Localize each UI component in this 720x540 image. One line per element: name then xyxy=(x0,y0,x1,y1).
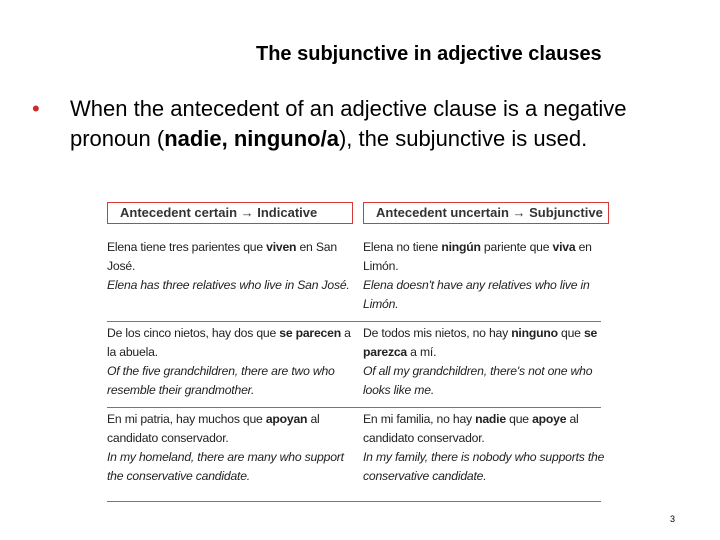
header-subjunctive: Antecedent uncertain → Subjunctive xyxy=(363,202,609,224)
spanish-example: De todos mis nietos, no hay ninguno que se parezca a mí. xyxy=(363,326,598,359)
bullet-text-part1: When the antecedent of an adjective clause is a negative pronoun ( xyxy=(70,96,627,151)
table-cell xyxy=(363,410,609,486)
row-divider xyxy=(107,407,601,408)
row-divider xyxy=(107,321,601,322)
column-indicative xyxy=(107,202,353,224)
english-translation: Elena doesn't have any relatives who live in Limón. xyxy=(363,278,590,311)
bullet-text-part2: ), the subjunctive is used. xyxy=(338,126,588,151)
table-cell xyxy=(107,238,353,295)
table-cell xyxy=(107,410,353,486)
table-cell xyxy=(363,324,609,400)
spanish-example: En mi patria, hay muchos que apoyan al candidato conservador. xyxy=(107,412,320,445)
table-bottom-rule xyxy=(107,501,601,502)
english-translation: Of all my grandchildren, there's not one who looks like me. xyxy=(363,364,593,397)
english-translation: Elena has three relatives who live in San José. xyxy=(107,278,350,292)
english-translation: In my family, there is nobody who supports the conservative candidate. xyxy=(363,450,605,483)
english-translation: In my homeland, there are many who support the conservative candidate. xyxy=(107,450,344,483)
spanish-example: Elena no tiene ningún pariente que viva en Limón. xyxy=(363,240,592,273)
header-indicative: Antecedent certain → Indicative xyxy=(107,202,353,224)
table-cell xyxy=(107,324,353,400)
bullet-text-bold: nadie, ninguno/a xyxy=(164,126,339,151)
slide-title: The subjunctive in adjective clauses xyxy=(256,43,602,65)
bullet-icon: • xyxy=(32,96,40,121)
spanish-example: De los cinco nietos, hay dos que se parecen a la abuela. xyxy=(107,326,351,359)
spanish-example: Elena tiene tres parientes que viven en San José. xyxy=(107,240,337,273)
column-subjunctive xyxy=(363,202,609,224)
spanish-example: En mi familia, no hay nadie que apoye al candidato conservador. xyxy=(363,412,579,445)
page-number: 3 xyxy=(670,514,676,524)
bullet-point xyxy=(32,94,702,154)
table-cell xyxy=(363,238,609,314)
english-translation: Of the five grandchildren, there are two who resemble their grandmother. xyxy=(107,364,335,397)
bullet-text xyxy=(70,94,702,154)
